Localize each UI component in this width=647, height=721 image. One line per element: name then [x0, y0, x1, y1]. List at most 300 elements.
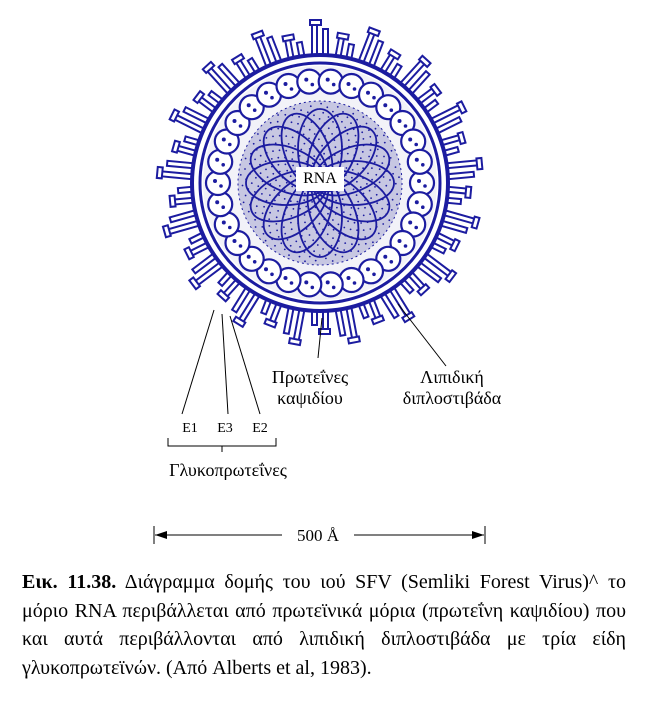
rna-stipple-dot	[291, 158, 293, 160]
rna-stipple-dot	[305, 206, 307, 208]
rna-stipple-dot	[332, 237, 334, 239]
capsid-protein-dot	[421, 205, 425, 209]
rna-stipple-dot	[279, 149, 281, 151]
rna-stipple-dot	[292, 165, 294, 167]
rna-stipple-dot	[381, 208, 383, 210]
rna-stipple-dot	[357, 201, 359, 203]
rna-stipple-dot	[347, 153, 349, 155]
glycoprotein-spike	[441, 208, 480, 235]
capsid-protein-dot	[383, 255, 387, 259]
capsid-protein-dot	[353, 87, 357, 91]
rna-stipple-dot	[364, 207, 366, 209]
rna-stipple-dot	[331, 133, 333, 135]
rna-label: RNA	[303, 170, 337, 187]
rna-stipple-dot	[352, 113, 354, 115]
e3-label: E3	[217, 421, 233, 436]
capsid-protein-dot	[233, 239, 237, 243]
capsid-protein-dot	[415, 158, 419, 162]
capsid-label-line1: Πρωτεΐνες	[271, 367, 349, 387]
rna-stipple-dot	[361, 131, 363, 133]
capsid-protein-dot	[366, 91, 370, 95]
capsid-protein-dot	[270, 96, 274, 100]
capsid-protein-dot	[264, 267, 268, 271]
capsid-pointer-line	[318, 318, 322, 358]
capsid-label-line2: καψιδίου	[277, 388, 343, 408]
rna-stipple-dot	[350, 214, 352, 216]
rna-stipple-dot	[376, 155, 378, 157]
rna-stipple-dot	[276, 230, 278, 232]
rna-stipple-dot	[310, 105, 312, 107]
rna-stipple-dot	[309, 129, 311, 131]
rna-stipple-dot	[309, 234, 311, 236]
capsid-protein-dot	[284, 82, 288, 86]
rna-stipple-dot	[369, 228, 371, 230]
rna-stipple-dot	[277, 157, 279, 159]
rna-stipple-dot	[297, 201, 299, 203]
rna-stipple-dot	[356, 119, 358, 121]
rna-stipple-dot	[284, 114, 286, 116]
rna-stipple-dot	[372, 241, 374, 243]
rna-stipple-dot	[363, 215, 365, 217]
rna-stipple-dot	[271, 206, 273, 208]
rna-stipple-dot	[368, 156, 370, 158]
glycoprotein-spike	[447, 185, 472, 205]
capsid-protein-dot	[222, 138, 226, 142]
rna-stipple-dot	[369, 136, 371, 138]
rna-stipple-dot	[265, 160, 267, 162]
rna-stipple-dot	[337, 106, 339, 108]
rna-stipple-dot	[360, 186, 362, 188]
rna-stipple-dot	[375, 128, 377, 130]
capsid-protein-dot	[215, 200, 219, 204]
rna-stipple-dot	[304, 260, 306, 262]
rna-stipple-dot	[309, 256, 311, 258]
rna-stipple-dot	[277, 128, 279, 130]
capsid-protein-dot	[398, 239, 402, 243]
e1-label: E1	[182, 421, 198, 436]
rna-stipple-dot	[362, 116, 364, 118]
capsid-protein-dot	[219, 184, 223, 188]
rna-stipple-dot	[263, 206, 265, 208]
rna-stipple-dot	[360, 222, 362, 224]
rna-stipple-dot	[260, 172, 262, 174]
rna-stipple-dot	[244, 168, 246, 170]
capsid-protein-dot	[222, 221, 226, 225]
rna-stipple-dot	[319, 223, 321, 225]
rna-stipple-dot	[255, 177, 257, 179]
capsid-protein-dot	[304, 280, 308, 284]
figure-number: Εικ. 11.38.	[22, 571, 117, 593]
capsid-protein-dot	[347, 82, 351, 86]
rna-stipple-dot	[313, 155, 315, 157]
rna-stipple-dot	[327, 233, 329, 235]
rna-stipple-dot	[293, 108, 295, 110]
rna-stipple-dot	[396, 204, 398, 206]
rna-stipple-dot	[376, 202, 378, 204]
rna-stipple-dot	[313, 114, 315, 116]
rna-stipple-dot	[341, 121, 343, 123]
rna-stipple-dot	[337, 247, 339, 249]
rna-stipple-dot	[307, 111, 309, 113]
rna-stipple-dot	[387, 204, 389, 206]
rna-stipple-dot	[356, 194, 358, 196]
rna-stipple-dot	[304, 241, 306, 243]
rna-stipple-dot	[335, 146, 337, 148]
capsid-protein-dot	[332, 83, 336, 87]
rna-stipple-dot	[363, 229, 365, 231]
rna-stipple-dot	[346, 167, 348, 169]
e1-pointer-line	[182, 310, 214, 414]
rna-stipple-dot	[303, 125, 305, 127]
caption-text: Διάγραμμα δομής του ιού SFV (Semliki Forest Virus)^ το μόριο RNA περιβάλλεται από πρωτεϊνικά μόρια (πρωτεΐνη καψιδίου) που και αυτά περιβάλλονται από λιπιδική διπλοστιβάδα με τρία είδη γλυκοπρωτεϊνών. (Από Alberts et al, 1983).	[22, 571, 627, 679]
rna-stipple-dot	[342, 111, 344, 113]
rna-stipple-dot	[266, 137, 268, 139]
rna-stipple-dot	[354, 222, 356, 224]
capsid-protein-dot	[326, 280, 330, 284]
rna-stipple-dot	[291, 215, 293, 217]
rna-stipple-dot	[243, 202, 245, 204]
rna-stipple-dot	[264, 130, 266, 132]
glycoprotein-spike	[447, 158, 484, 179]
capsid-protein-dot	[228, 226, 232, 230]
capsid-protein-dot	[213, 179, 217, 183]
rna-stipple-dot	[290, 245, 292, 247]
rna-stipple-dot	[347, 116, 349, 118]
rna-stipple-dot	[272, 136, 274, 138]
rna-stipple-dot	[295, 241, 297, 243]
rna-stipple-dot	[312, 239, 314, 241]
capsid-protein-dot	[366, 267, 370, 271]
rna-stipple-dot	[240, 174, 242, 176]
rna-stipple-dot	[311, 201, 313, 203]
rna-stipple-dot	[343, 227, 345, 229]
capsid-protein-dot	[239, 124, 243, 128]
rna-stipple-dot	[242, 185, 244, 187]
capsid-protein-dot	[233, 119, 237, 123]
rna-stipple-dot	[348, 139, 350, 141]
rna-stipple-dot	[315, 260, 317, 262]
rna-stipple-dot	[391, 209, 393, 211]
capsid-protein-dot	[347, 276, 351, 280]
rna-stipple-dot	[363, 138, 365, 140]
rna-stipple-dot	[370, 197, 372, 199]
rna-stipple-dot	[395, 183, 397, 185]
rna-stipple-dot	[366, 183, 368, 185]
rna-stipple-dot	[385, 185, 387, 187]
capsid-protein-dot	[408, 221, 412, 225]
rna-stipple-dot	[371, 179, 373, 181]
e2-pointer-line	[230, 316, 260, 414]
rna-stipple-dot	[265, 169, 267, 171]
capsid-protein-dot	[423, 184, 427, 188]
rna-stipple-dot	[279, 185, 281, 187]
rna-stipple-dot	[383, 135, 385, 137]
capsid-protein-dot	[390, 260, 394, 264]
rna-stipple-dot	[323, 153, 325, 155]
rna-stipple-dot	[333, 229, 335, 231]
rna-stipple-dot	[358, 244, 360, 246]
capsid-protein-dot	[372, 96, 376, 100]
rna-stipple-dot	[355, 135, 357, 137]
rna-stipple-dot	[308, 138, 310, 140]
glycoprotein-spike	[282, 307, 306, 345]
rna-stipple-dot	[336, 207, 338, 209]
rna-stipple-dot	[304, 222, 306, 224]
rna-stipple-dot	[270, 122, 272, 124]
rna-stipple-dot	[369, 190, 371, 192]
rna-stipple-dot	[273, 189, 275, 191]
capsid-protein-dot	[311, 286, 315, 290]
rna-stipple-dot	[381, 162, 383, 164]
capsid-protein-dot	[284, 276, 288, 280]
rna-stipple-dot	[299, 246, 301, 248]
rna-stipple-dot	[277, 121, 279, 123]
rna-stipple-dot	[377, 142, 379, 144]
rna-stipple-dot	[290, 175, 292, 177]
rna-stipple-dot	[269, 232, 271, 234]
rna-stipple-dot	[304, 193, 306, 195]
rna-stipple-dot	[276, 223, 278, 225]
rna-stipple-dot	[353, 188, 355, 190]
rna-stipple-dot	[286, 182, 288, 184]
rna-stipple-dot	[274, 245, 276, 247]
rna-stipple-dot	[328, 127, 330, 129]
rna-stipple-dot	[256, 205, 258, 207]
rna-stipple-dot	[342, 198, 344, 200]
rna-stipple-dot	[245, 158, 247, 160]
rna-stipple-dot	[284, 249, 286, 251]
rna-stipple-dot	[326, 106, 328, 108]
rna-stipple-dot	[304, 214, 306, 216]
rna-stipple-dot	[248, 211, 250, 213]
rna-stipple-dot	[268, 225, 270, 227]
rna-stipple-dot	[347, 220, 349, 222]
capsid-protein-dot	[247, 103, 251, 107]
rna-stipple-dot	[325, 258, 327, 260]
rna-stipple-dot	[255, 212, 257, 214]
capsid-protein-dot	[221, 205, 225, 209]
rna-stipple-dot	[370, 149, 372, 151]
rna-stipple-dot	[257, 133, 259, 135]
rna-stipple-dot	[269, 194, 271, 196]
rna-stipple-dot	[265, 240, 267, 242]
capsid-protein-dot	[414, 226, 418, 230]
rna-stipple-dot	[292, 137, 294, 139]
rna-stipple-dot	[279, 135, 281, 137]
rna-stipple-dot	[338, 224, 340, 226]
rna-stipple-dot	[283, 226, 285, 228]
rna-stipple-dot	[332, 121, 334, 123]
rna-stipple-dot	[379, 181, 381, 183]
rna-stipple-dot	[278, 236, 280, 238]
rna-stipple-dot	[365, 243, 367, 245]
rna-stipple-dot	[389, 179, 391, 181]
rna-stipple-dot	[388, 219, 390, 221]
rna-stipple-dot	[294, 145, 296, 147]
capsid-protein-dot	[247, 255, 251, 259]
rna-stipple-dot	[382, 223, 384, 225]
rna-stipple-dot	[371, 167, 373, 169]
rna-stipple-dot	[286, 170, 288, 172]
rna-stipple-dot	[350, 229, 352, 231]
rna-stipple-dot	[280, 242, 282, 244]
capsid-protein-dot	[353, 281, 357, 285]
rna-stipple-dot	[313, 250, 315, 252]
rna-stipple-dot	[277, 114, 279, 116]
lipid-pointer-line	[398, 304, 446, 366]
capsid-protein-dot	[326, 78, 330, 82]
rna-stipple-dot	[364, 236, 366, 238]
rna-stipple-dot	[398, 176, 400, 178]
rna-stipple-dot	[267, 176, 269, 178]
figure-caption	[22, 568, 626, 682]
rna-stipple-dot	[251, 182, 253, 184]
rna-stipple-dot	[292, 152, 294, 154]
rna-stipple-dot	[332, 111, 334, 113]
rna-stipple-dot	[322, 112, 324, 114]
capsid-protein-dot	[264, 91, 268, 95]
rna-stipple-dot	[285, 135, 287, 137]
capsid-protein-dot	[404, 124, 408, 128]
rna-stipple-dot	[262, 212, 264, 214]
rna-stipple-dot	[362, 151, 364, 153]
lipid-label-line1: Λιπιδική	[420, 367, 484, 387]
capsid-protein-dot	[414, 143, 418, 147]
rna-stipple-dot	[358, 208, 360, 210]
rna-stipple-dot	[265, 188, 267, 190]
rna-stipple-dot	[319, 254, 321, 256]
rna-stipple-dot	[269, 212, 271, 214]
capsid-protein-dot	[290, 281, 294, 285]
rna-stipple-dot	[303, 199, 305, 201]
rna-stipple-dot	[284, 198, 286, 200]
rna-stipple-dot	[290, 222, 292, 224]
rna-stipple-dot	[331, 245, 333, 247]
rna-stipple-dot	[293, 208, 295, 210]
capsid-protein-dot	[383, 103, 387, 107]
rna-stipple-dot	[284, 233, 286, 235]
rna-stipple-dot	[285, 150, 287, 152]
rna-stipple-dot	[347, 133, 349, 135]
capsid-protein-dot	[239, 244, 243, 248]
glycoprotein-label: Γλυκοπρωτεΐνες	[169, 460, 287, 480]
capsid-protein-dot	[290, 87, 294, 91]
rna-stipple-dot	[352, 169, 354, 171]
rna-stipple-dot	[351, 177, 353, 179]
rna-stipple-dot	[276, 216, 278, 218]
rna-stipple-dot	[327, 213, 329, 215]
rna-stipple-dot	[357, 163, 359, 165]
rna-stipple-dot	[396, 193, 398, 195]
capsid-protein-dot	[215, 158, 219, 162]
capsid-protein-dot	[415, 200, 419, 204]
rna-stipple-dot	[288, 143, 290, 145]
capsid-protein	[408, 150, 432, 174]
rna-stipple-dot	[344, 127, 346, 129]
rna-stipple-dot	[322, 248, 324, 250]
rna-stipple-dot	[268, 218, 270, 220]
rna-stipple-dot	[291, 228, 293, 230]
rna-stipple-dot	[260, 155, 262, 157]
rna-stipple-dot	[321, 145, 323, 147]
rna-stipple-dot	[369, 213, 371, 215]
lipid-label-line2: διπλοστιβάδα	[402, 388, 502, 408]
rna-stipple-dot	[367, 173, 369, 175]
rna-stipple-dot	[297, 123, 299, 125]
rna-stipple-dot	[277, 210, 279, 212]
rna-stipple-dot	[271, 158, 273, 160]
rna-stipple-dot	[290, 200, 292, 202]
glycoprotein-spike	[336, 307, 360, 345]
e3-pointer-line	[222, 314, 228, 414]
scale-bar-label: 500 Å	[296, 526, 340, 545]
capsid-protein-dot	[372, 273, 376, 277]
rna-stipple-dot	[300, 109, 302, 111]
rna-stipple-dot	[261, 193, 263, 195]
capsid-protein-dot	[270, 273, 274, 277]
rna-stipple-dot	[257, 185, 259, 187]
rna-stipple-dot	[272, 173, 274, 175]
rna-stipple-dot	[272, 150, 274, 152]
rna-stipple-dot	[343, 211, 345, 213]
glycoprotein-spike	[161, 210, 200, 237]
glycoprotein-spike	[157, 160, 194, 181]
rna-stipple-dot	[259, 140, 261, 142]
rna-stipple-dot	[320, 103, 322, 105]
rna-stipple-dot	[275, 179, 277, 181]
rna-stipple-dot	[263, 233, 265, 235]
capsid-protein-dot	[398, 119, 402, 123]
rna-stipple-dot	[383, 176, 385, 178]
capsid-protein-dot	[408, 138, 412, 142]
rna-stipple-dot	[332, 260, 334, 262]
rna-stipple-dot	[255, 226, 257, 228]
capsid-protein-dot	[228, 143, 232, 147]
rna-stipple-dot	[300, 149, 302, 151]
rna-stipple-dot	[364, 200, 366, 202]
rna-stipple-dot	[254, 159, 256, 161]
rna-stipple-dot	[343, 249, 345, 251]
rna-stipple-dot	[366, 123, 368, 125]
capsid-protein-dot	[253, 260, 257, 264]
rna-stipple-dot	[356, 181, 358, 183]
rna-stipple-dot	[299, 256, 301, 258]
rna-stipple-dot	[318, 138, 320, 140]
rna-stipple-dot	[335, 200, 337, 202]
rna-stipple-dot	[291, 121, 293, 123]
capsid-protein-dot	[304, 78, 308, 82]
capsid-protein-dot	[253, 108, 257, 112]
glycoprotein-spike	[169, 187, 194, 207]
rna-stipple-dot	[319, 159, 321, 161]
rna-stipple-dot	[328, 116, 330, 118]
e2-label: E2	[252, 421, 268, 436]
rna-stipple-dot	[375, 174, 377, 176]
rna-stipple-dot	[355, 141, 357, 143]
rna-stipple-dot	[245, 195, 247, 197]
capsid-protein-dot	[421, 163, 425, 167]
rna-stipple-dot	[291, 186, 293, 188]
rna-stipple-dot	[304, 143, 306, 145]
rna-stipple-dot	[335, 254, 337, 256]
rna-stipple-dot	[314, 133, 316, 135]
rna-stipple-dot	[395, 166, 397, 168]
glycoprotein-spike	[310, 20, 328, 55]
rna-stipple-dot	[375, 211, 377, 213]
capsid-protein-dot	[417, 179, 421, 183]
capsid-protein-dot	[221, 163, 225, 167]
rna-stipple-dot	[376, 194, 378, 196]
